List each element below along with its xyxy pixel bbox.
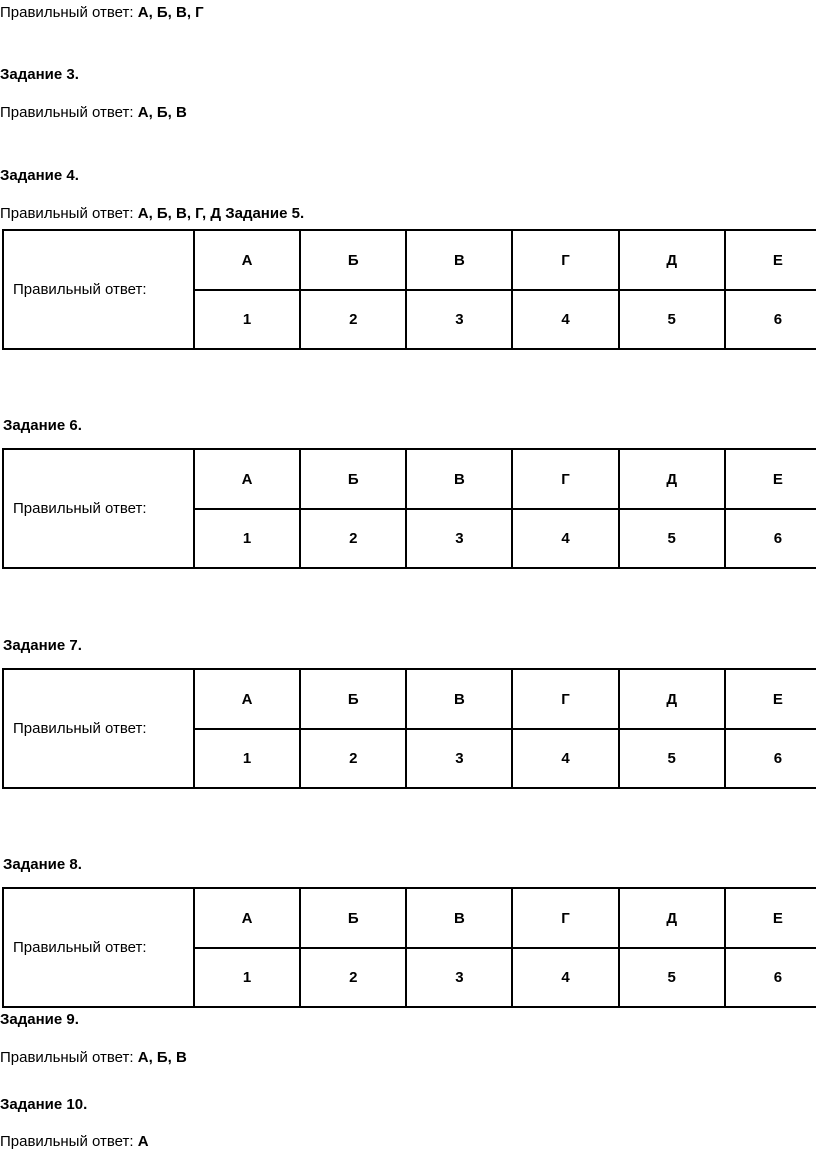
number-cell: 6	[725, 290, 816, 349]
letter-cell: Е	[725, 449, 816, 509]
answer-line-task-2	[0, 4, 204, 22]
number-cell: 5	[619, 729, 725, 788]
task-8-title: Задание 8.	[3, 856, 82, 873]
answer-line-task-4	[0, 205, 304, 223]
answer-value: А, Б, В, Г	[137, 4, 204, 21]
number-cell: 1	[194, 290, 300, 349]
answer-value: А	[137, 1133, 149, 1150]
number-cell: 3	[406, 290, 512, 349]
number-cell: 5	[619, 509, 725, 568]
answer-line-task-10	[0, 1133, 149, 1151]
answer-line-task-3	[0, 104, 187, 122]
number-cell: 4	[512, 509, 618, 568]
number-cell: 5	[619, 948, 725, 1007]
letter-cell: Г	[512, 449, 618, 509]
answer-table-task-8	[2, 887, 816, 1008]
answer-label: Правильный ответ:	[0, 104, 134, 121]
number-cell: 2	[300, 948, 406, 1007]
number-cell: 6	[725, 729, 816, 788]
letter-cell: В	[406, 230, 512, 290]
answer-label: Правильный ответ:	[0, 205, 134, 222]
letter-cell: Б	[300, 669, 406, 729]
table-label: Правильный ответ:	[3, 669, 194, 788]
letter-cell: Д	[619, 669, 725, 729]
number-cell: 4	[512, 948, 618, 1007]
answer-label: Правильный ответ:	[0, 1049, 134, 1066]
number-cell: 6	[725, 509, 816, 568]
number-cell: 1	[194, 948, 300, 1007]
task-9-title: Задание 9.	[0, 1011, 79, 1028]
table-label: Правильный ответ:	[3, 449, 194, 568]
task-3-title: Задание 3.	[0, 66, 79, 83]
letter-cell: Д	[619, 888, 725, 948]
number-cell: 3	[406, 948, 512, 1007]
number-cell: 4	[512, 729, 618, 788]
letter-cell: Г	[512, 888, 618, 948]
number-cell: 2	[300, 509, 406, 568]
letter-cell: Г	[512, 230, 618, 290]
number-cell: 1	[194, 509, 300, 568]
table-label: Правильный ответ:	[3, 230, 194, 349]
letter-cell: В	[406, 888, 512, 948]
letter-cell: А	[194, 669, 300, 729]
letter-cell: Б	[300, 230, 406, 290]
answer-line-task-9	[0, 1049, 187, 1067]
number-cell: 2	[300, 729, 406, 788]
letter-cell: Д	[619, 449, 725, 509]
letter-cell: Е	[725, 888, 816, 948]
table-label: Правильный ответ:	[3, 888, 194, 1007]
task-4-title: Задание 4.	[0, 167, 79, 184]
number-cell: 4	[512, 290, 618, 349]
answer-label: Правильный ответ:	[0, 4, 134, 21]
letter-cell: Д	[619, 230, 725, 290]
task-7-title: Задание 7.	[3, 637, 82, 654]
answer-label: Правильный ответ:	[0, 1133, 134, 1150]
letter-cell: В	[406, 449, 512, 509]
number-cell: 3	[406, 509, 512, 568]
number-cell: 2	[300, 290, 406, 349]
letter-cell: А	[194, 449, 300, 509]
letter-cell: Е	[725, 669, 816, 729]
task-10-title: Задание 10.	[0, 1096, 88, 1113]
answer-value: А, Б, В, Г, Д	[137, 205, 222, 222]
answer-table-task-6	[2, 448, 816, 569]
task-6-title: Задание 6.	[3, 417, 82, 434]
letter-cell: А	[194, 888, 300, 948]
letter-cell: Е	[725, 230, 816, 290]
number-cell: 5	[619, 290, 725, 349]
answer-table-task-7	[2, 668, 816, 789]
number-cell: 1	[194, 729, 300, 788]
letter-cell: Б	[300, 449, 406, 509]
answer-value: А, Б, В	[137, 104, 187, 121]
letter-cell: В	[406, 669, 512, 729]
letter-cell: Б	[300, 888, 406, 948]
number-cell: 6	[725, 948, 816, 1007]
letter-cell: А	[194, 230, 300, 290]
task-5-title: Задание 5.	[225, 205, 305, 222]
answer-value: А, Б, В	[137, 1049, 187, 1066]
letter-cell: Г	[512, 669, 618, 729]
answer-table-task-5	[2, 229, 816, 350]
number-cell: 3	[406, 729, 512, 788]
